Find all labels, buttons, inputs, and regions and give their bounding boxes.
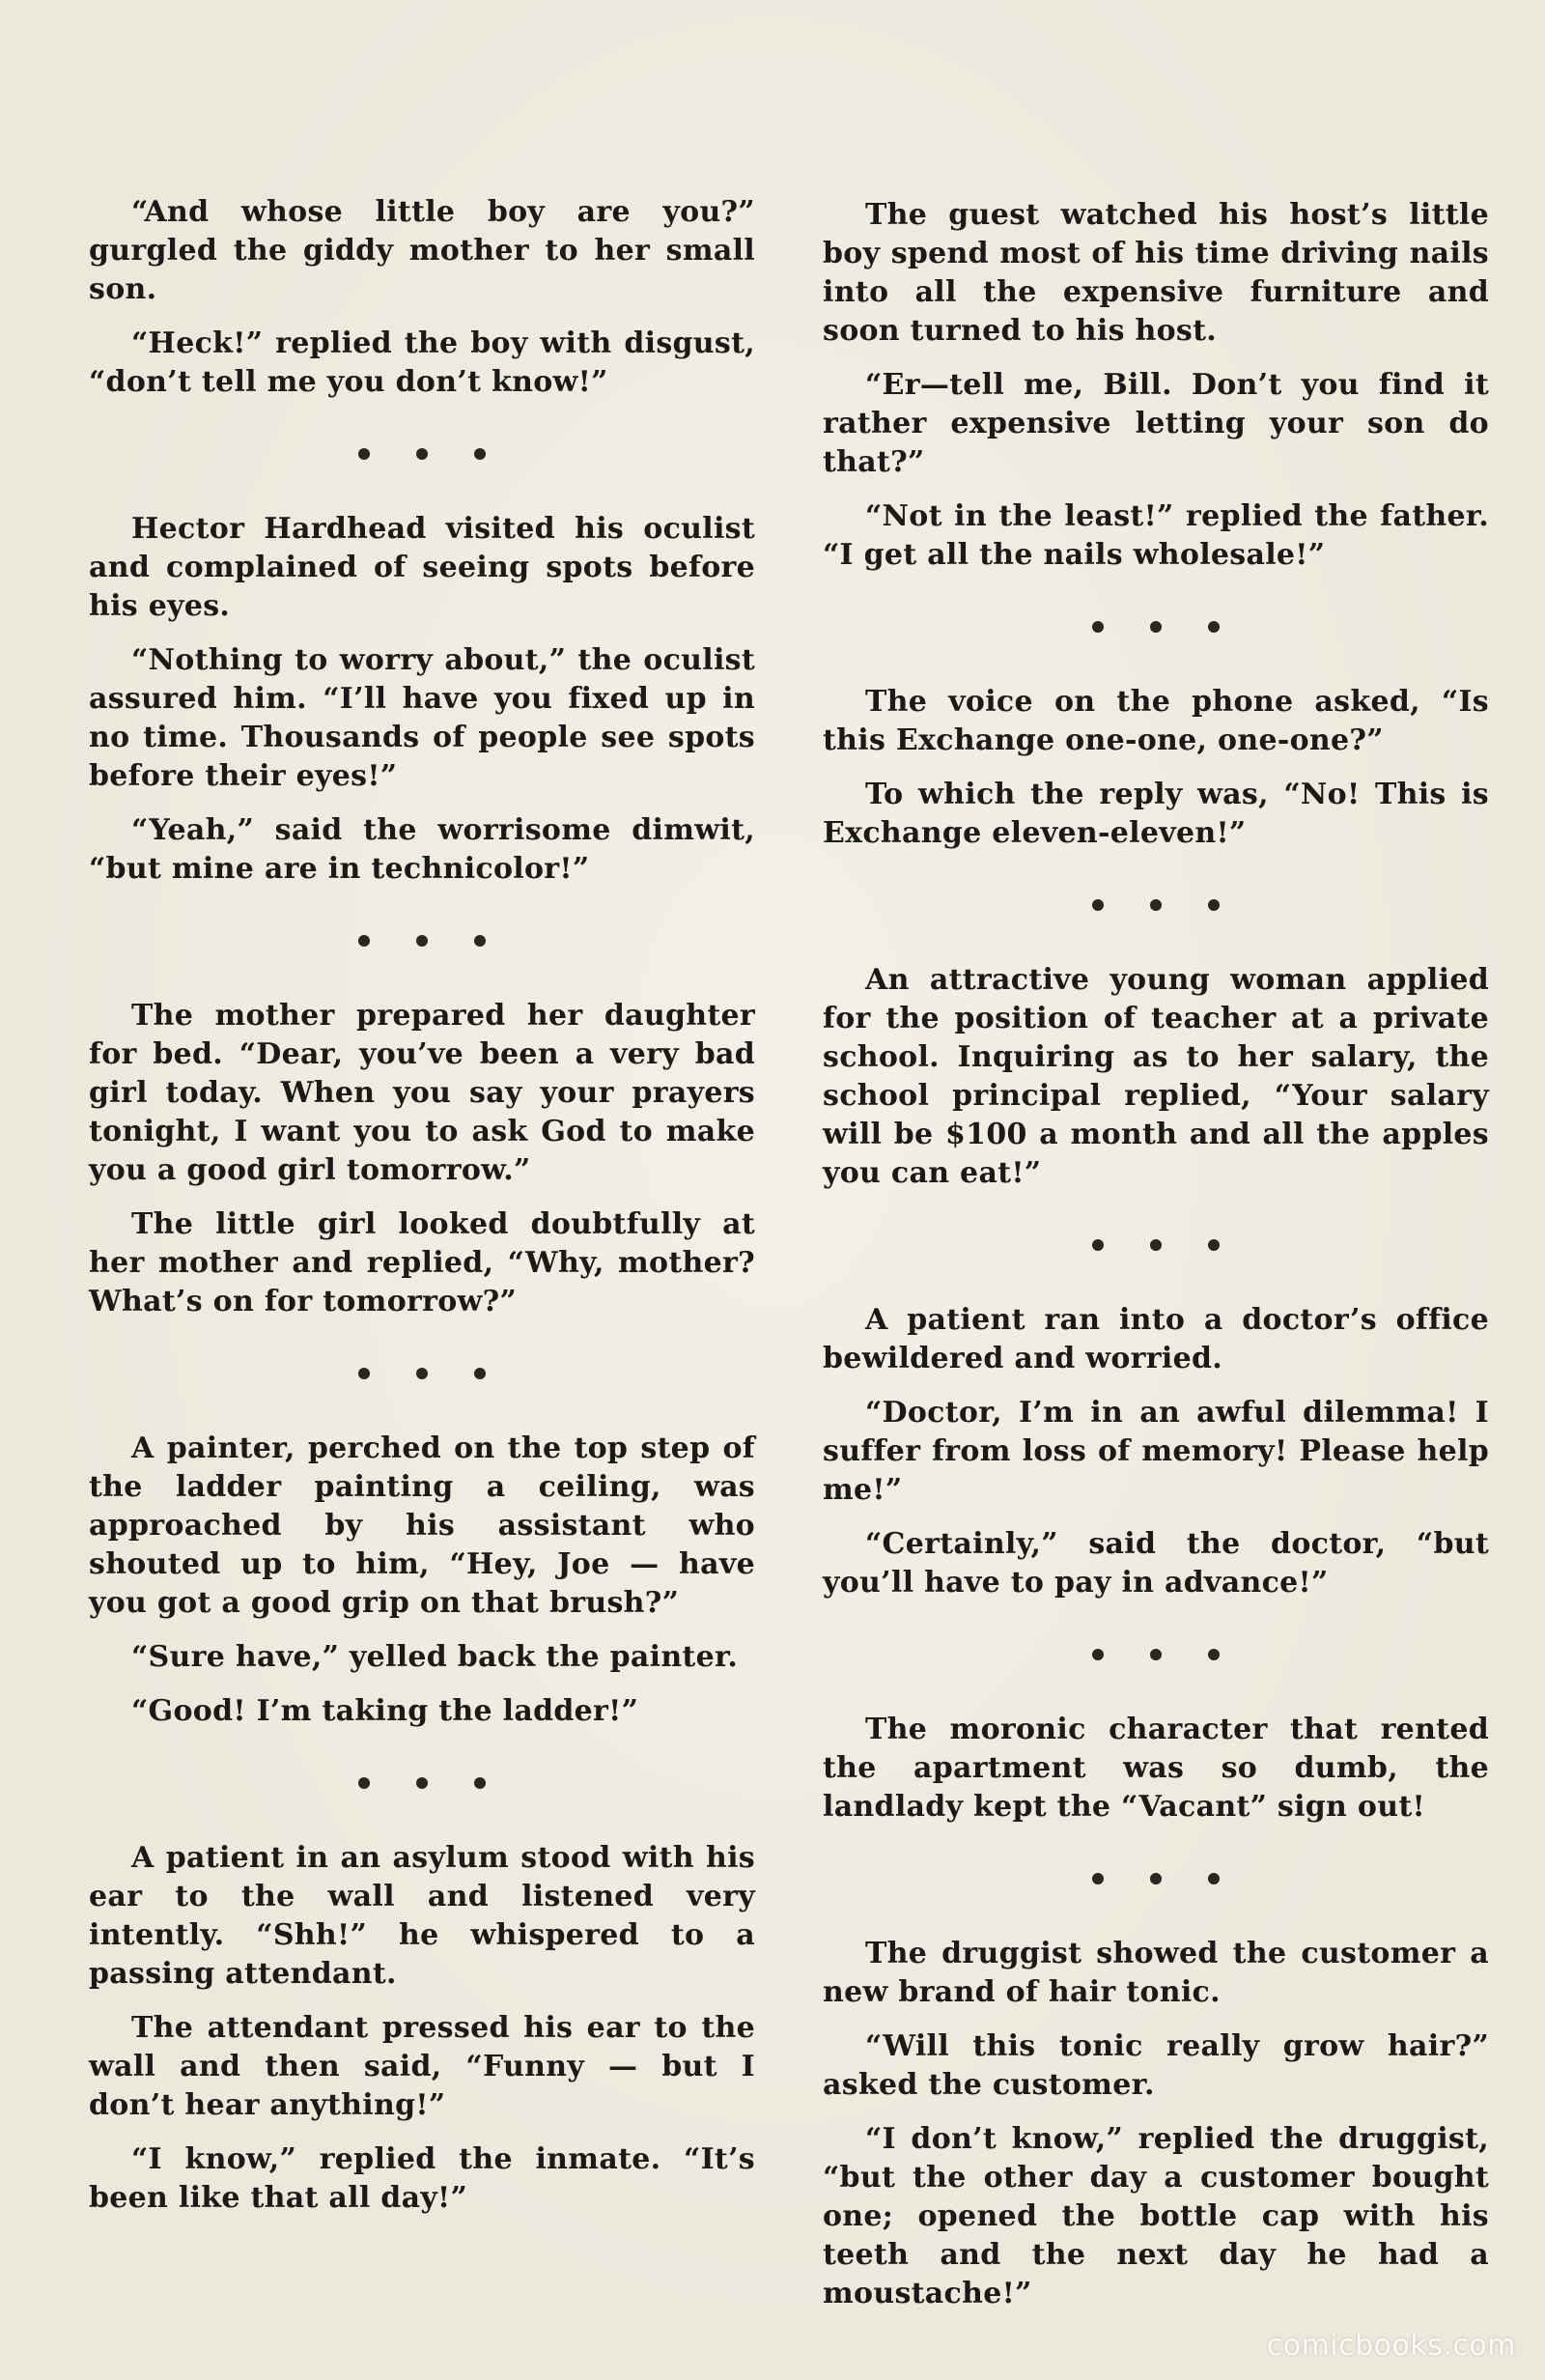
separator-dot [1150, 1873, 1162, 1884]
dot-separator [823, 1635, 1489, 1674]
joke-paragraph: Hector Hardhead visited his oculist and complained of seeing spots before his eyes. [89, 512, 755, 623]
separator-dot [1092, 899, 1104, 911]
watermark: comicbooks.com [1266, 2329, 1516, 2363]
joke-paragraph: “Yeah,” said the worrisome dimwit, “but mine are in technicolor!” [89, 813, 755, 886]
separator-dot [1208, 1239, 1220, 1251]
separator-dot [1150, 899, 1162, 911]
joke-block [823, 1711, 1489, 1827]
dot-separator [823, 886, 1489, 924]
joke-paragraph: “Good! I’m taking the ladder!” [131, 1694, 639, 1728]
joke-paragraph: A painter, perched on the top step of the ladder painting a ceiling, was approached by his assistant who shouted up to him, “Hey, Joe — have you got a good grip on that brush?” [89, 1431, 755, 1620]
joke-paragraph: The voice on the phone asked, “Is this Exchange one-one, one-one?” [823, 685, 1489, 757]
separator-dot [416, 935, 428, 947]
dot-separator [89, 1354, 755, 1393]
separator-dot [1150, 621, 1162, 633]
separator-dot [1092, 621, 1104, 633]
joke-paragraph: “Not in the least!” replied the father. “I get all the nails wholesale!” [823, 499, 1489, 572]
joke-paragraph: “Doctor, I’m in an awful dilemma! I suffer from loss of memory! Please help me!” [823, 1396, 1489, 1507]
separator-dot [1208, 899, 1220, 911]
joke-block [89, 193, 755, 402]
separator-dot [474, 448, 486, 460]
joke-paragraph: A patient ran into a doctor’s office bewildered and worried. [823, 1303, 1489, 1375]
separator-dot [416, 1777, 428, 1789]
joke-paragraph: “Heck!” replied the boy with disgust, “don’t tell me you don’t know!” [89, 326, 755, 399]
joke-paragraph: “Sure have,” yelled back the painter. [131, 1640, 739, 1674]
joke-paragraph: The little girl looked doubtfully at her mother and replied, “Why, mother? What’s on for tomorrow?” [89, 1207, 755, 1318]
joke-block [89, 1839, 755, 2218]
left-column [89, 193, 755, 2233]
joke-paragraph: An attractive young woman applied for the position of teacher at a private school. Inquiring as to her salary, the school principal replied, “Your salary will be $100 a month and all the apples you can eat!” [823, 963, 1489, 1190]
joke-paragraph: “Nothing to worry about,” the oculist assured him. “I’ll have you fixed up in no time. Thousands of people see spots before their eyes!” [89, 643, 755, 793]
joke-block [823, 1301, 1489, 1602]
joke-block [89, 997, 755, 1321]
separator-dot [416, 448, 428, 460]
separator-dot [1208, 1873, 1220, 1884]
joke-paragraph: “Will this tonic really grow hair?” asked the customer. [823, 2029, 1489, 2102]
dot-separator [89, 435, 755, 473]
joke-paragraph: “I know,” replied the inmate. “It’s been like that all day!” [89, 2142, 755, 2215]
joke-paragraph: “Er—tell me, Bill. Don’t you find it rather expensive letting your son do that?” [823, 368, 1489, 479]
separator-dot [1092, 1649, 1104, 1660]
separator-dot [1208, 1649, 1220, 1660]
separator-dot [358, 1368, 370, 1379]
dot-separator [89, 921, 755, 960]
joke-paragraph: “Certainly,” said the doctor, “but you’ll have to pay in advance!” [823, 1527, 1489, 1600]
joke-paragraph: A patient in an asylum stood with his ear to the wall and listened very intently. “Shh!” he whispered to a passing attendant. [89, 1841, 755, 1991]
dot-separator [823, 1226, 1489, 1264]
joke-block [89, 1430, 755, 1731]
dot-separator [823, 1859, 1489, 1898]
dot-separator [89, 1764, 755, 1802]
joke-paragraph: The attendant pressed his ear to the wall and then said, “Funny — but I don’t hear anything!” [89, 2011, 755, 2122]
separator-dot [474, 935, 486, 947]
joke-block [89, 510, 755, 889]
separator-dot [416, 1368, 428, 1379]
separator-dot [1208, 621, 1220, 633]
separator-dot [474, 1368, 486, 1379]
joke-paragraph: The druggist showed the customer a new brand of hair tonic. [823, 1937, 1489, 2009]
separator-dot [358, 935, 370, 947]
joke-block [823, 196, 1489, 575]
joke-paragraph: To which the reply was, “No! This is Exchange eleven-eleven!” [823, 778, 1489, 850]
separator-dot [1092, 1873, 1104, 1884]
separator-dot [1150, 1649, 1162, 1660]
separator-dot [474, 1777, 486, 1789]
joke-paragraph: The moronic character that rented the apartment was so dumb, the landlady kept the “Vacant” sign out! [823, 1713, 1489, 1824]
joke-paragraph: The mother prepared her daughter for bed. “Dear, you’ve been a very bad girl today. When you say your prayers tonight, I want you to ask God to make you a good girl tomorrow.” [89, 999, 755, 1187]
separator-dot [1092, 1239, 1104, 1251]
joke-paragraph: “And whose little boy are you?” gurgled the giddy mother to her small son. [89, 195, 755, 306]
joke-block [823, 961, 1489, 1193]
dot-separator [823, 608, 1489, 646]
separator-dot [1150, 1239, 1162, 1251]
right-column [823, 196, 1489, 2329]
separator-dot [358, 448, 370, 460]
joke-paragraph: The guest watched his host’s little boy spend most of his time driving nails into all the expensive furniture and soon turned to his host. [823, 198, 1489, 348]
separator-dot [358, 1777, 370, 1789]
joke-block [823, 683, 1489, 853]
joke-block [823, 1935, 1489, 2313]
joke-paragraph: “I don’t know,” replied the druggist, “but the other day a customer bought one; opened the bottle cap with his teeth and the next day he had a moustache!” [823, 2122, 1489, 2310]
